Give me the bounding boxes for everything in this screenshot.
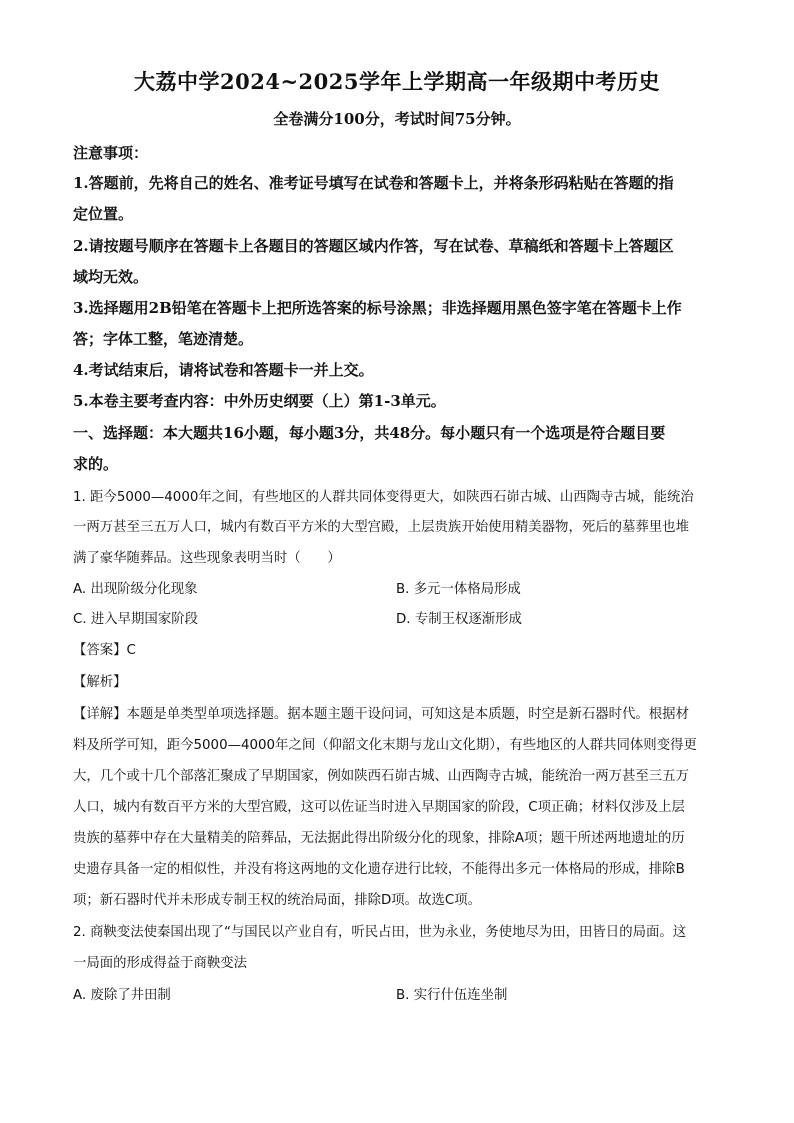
question-1-detail: 史遗存具备一定的相似性，并没有将这两地的文化遗存进行比较，不能得出多元一体格局的形成，排除B bbox=[73, 862, 685, 877]
notice-line: 2.请按题号顺序在答题卡上各题目的答题区域内作答，写在试卷、草稿纸和答题卡上答题区 bbox=[73, 237, 674, 255]
question-1-analysis-label: 【解析】 bbox=[73, 675, 127, 690]
notice-line: 1.答题前，先将自己的姓名、准考证号填写在试卷和答题卡上，并将条形码粘贴在答题的指 bbox=[73, 174, 674, 192]
question-1-option-c: C. 进入早期国家阶段 bbox=[73, 612, 198, 627]
question-1-detail: 项；新石器时代并未形成专制王权的统治局面，排除D项。故选C项。 bbox=[73, 893, 481, 908]
question-2-stem: 2. 商鞅变法使秦国出现了“与国民以产业自有，听民占田，世为永业，务使地尽为田，田皆日的局面。这 bbox=[73, 925, 687, 940]
question-1-stem: 一两万甚至三五万人口，城内有数百平方米的大型宫殿，上层贵族开始使用精美器物，死后的墓葬里也堆 bbox=[73, 520, 689, 535]
section-heading-cont: 求的。 bbox=[73, 455, 119, 473]
question-1-option-a: A. 出现阶级分化现象 bbox=[73, 582, 198, 597]
question-1-detail: 人口，城内有数百平方米的大型宫殿，这可以佐证当时进入早期国家的阶段，C项正确；材料仅涉及上层 bbox=[73, 800, 685, 815]
question-1-detail: 大，几个或十几个部落汇聚成了早期国家，例如陕西石峁古城、山西陶寺古城，能统治一两万甚至三五万 bbox=[73, 769, 689, 784]
notice-line: 定位置。 bbox=[73, 205, 134, 223]
question-2-option-a: A. 废除了井田制 bbox=[73, 988, 171, 1003]
question-1-option-b: B. 多元一体格局形成 bbox=[396, 582, 521, 597]
question-1-option-d: D. 专制王权逐渐形成 bbox=[396, 612, 522, 627]
notice-heading: 注意事项： bbox=[73, 144, 149, 162]
question-1-answer: 【答案】C bbox=[73, 643, 136, 658]
question-1-detail: 贵族的墓葬中存在大量精美的陪葬品，无法据此得出阶级分化的现象，排除A项；题干所述两地遗址的历 bbox=[73, 831, 685, 846]
notice-line: 答；字体工整，笔迹清楚。 bbox=[73, 330, 254, 348]
section-heading: 一、选择题：本大题共16小题，每小题3分，共48分。每小题只有一个选项是符合题目要 bbox=[73, 424, 666, 442]
notice-line: 4.考试结束后，请将试卷和答题卡一并上交。 bbox=[73, 361, 374, 379]
notice-line: 5.本卷主要考查内容：中外历史纲要（上）第1-3单元。 bbox=[73, 392, 446, 410]
notice-line: 3.选择题用2B铅笔在答题卡上把所选答案的标号涂黑；非选择题用黑色签字笔在答题卡上作 bbox=[73, 299, 682, 317]
question-1-stem: 满了豪华随葬品。这些现象表明当时（ ） bbox=[73, 551, 341, 566]
question-1-stem: 1. 距今5000—4000年之间，有些地区的人群共同体变得更大，如陕西石峁古城、山西陶寺古城，能统治 bbox=[73, 490, 694, 505]
question-1-detail: 料及所学可知，距今5000—4000年之间（仰韶文化末期与龙山文化期），有些地区的人群共同体则变得更 bbox=[73, 738, 697, 753]
question-2-option-b: B. 实行什伍连坐制 bbox=[396, 988, 508, 1003]
question-1-detail: 【详解】本题是单类型单项选择题。据本题主题干设问词，可知这是本质题，时空是新石器时代。根据材 bbox=[73, 707, 689, 722]
page-title: 大荔中学2024~2025学年上学期高一年级期中考历史 bbox=[134, 69, 660, 94]
question-2-stem: 一局面的形成得益于商鞅变法 bbox=[73, 956, 248, 971]
exam-info: 全卷满分100分，考试时间75分钟。 bbox=[273, 110, 521, 128]
notice-line: 域均无效。 bbox=[73, 268, 149, 286]
